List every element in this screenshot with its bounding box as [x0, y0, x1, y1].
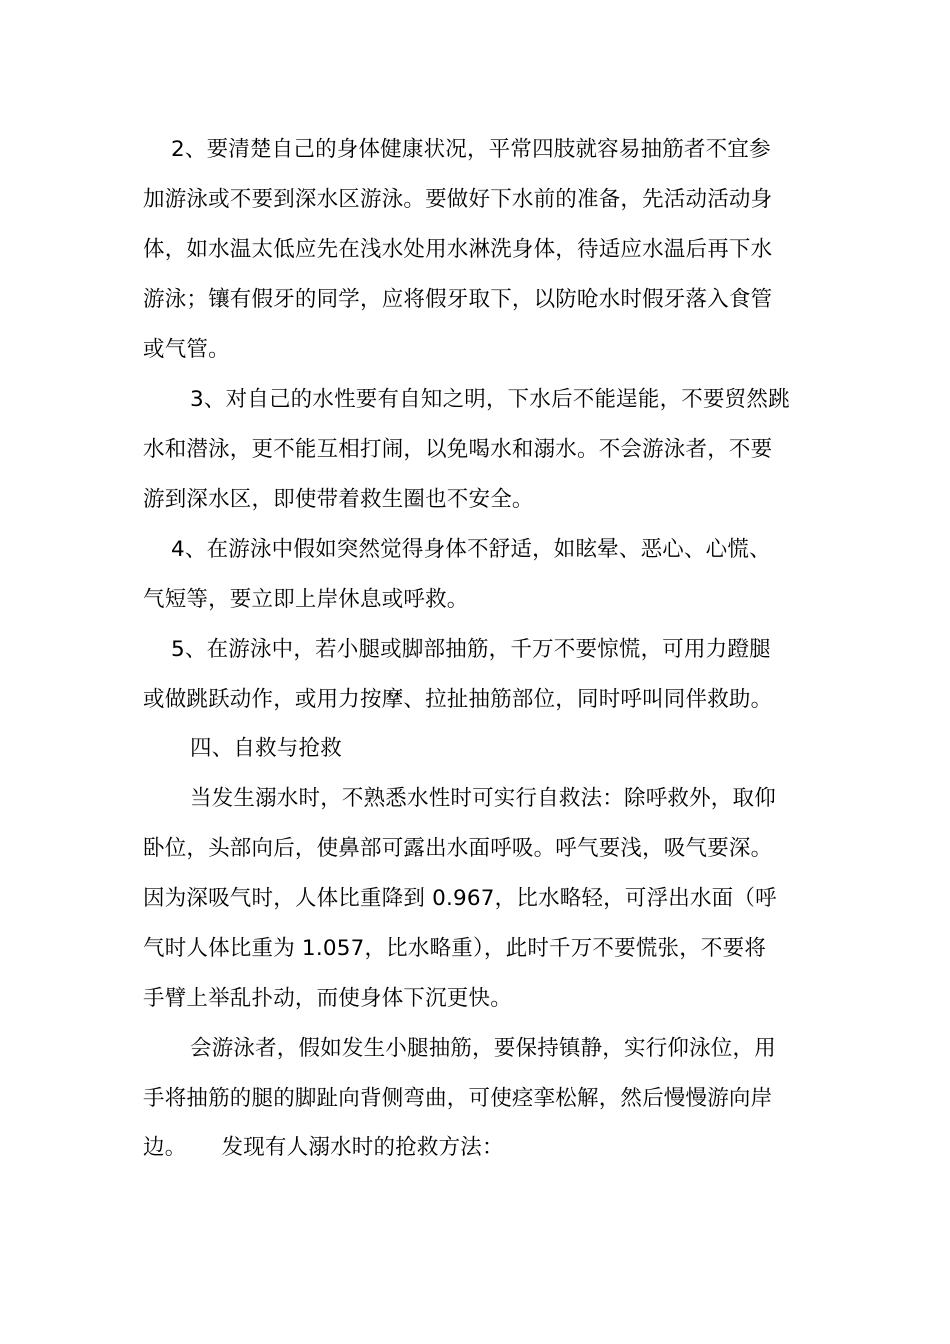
text-line: 加游泳或不要到深水区游泳。要做好下水前的准备，先活动活动身 [143, 187, 773, 212]
text-line: 手将抽筋的腿的脚趾向背侧弯曲，可使痉挛松解，然后慢慢游向岸 [143, 1086, 773, 1111]
text-line: 会游泳者，假如发生小腿抽筋，要保持镇静，实行仰泳位，用 [190, 1036, 776, 1061]
text-line: 当发生溺水时，不熟悉水性时可实行自救法：除呼救外，取仰 [190, 786, 776, 811]
text-line: 或做跳跃动作，或用力按摩、拉扯抽筋部位，同时呼叫同伴救助。 [143, 687, 773, 712]
text-line: 卧位，头部向后，使鼻部可露出水面呼吸。呼气要浅，吸气要深。 [143, 836, 773, 861]
text-line: 4、在游泳中假如突然觉得身体不舒适，如眩晕、恶心、心慌、 [171, 537, 771, 562]
text-line: 边。 发现有人溺水时的抢救方法： [143, 1135, 504, 1160]
text-line: 游泳；镶有假牙的同学，应将假牙取下，以防呛水时假牙落入食管 [143, 287, 773, 312]
text-line: 3、对自己的水性要有自知之明，下水后不能逞能，不要贸然跳 [190, 387, 790, 412]
text-line: 2、要清楚自己的身体健康状况，平常四肢就容易抽筋者不宜参 [171, 137, 771, 162]
text-line: 气短等，要立即上岸休息或呼救。 [143, 587, 469, 612]
text-line: 气时人体比重为 1.057，比水略重），此时千万不要慌张，不要将 [143, 936, 767, 961]
section-heading: 四、自救与抢救 [190, 736, 342, 761]
text-line: 手臂上举乱扑动，而使身体下沉更快。 [143, 986, 512, 1011]
text-line: 水和潜泳，更不能互相打闹，以免喝水和溺水。不会游泳者，不要 [143, 437, 773, 462]
text-line: 5、在游泳中，若小腿或脚部抽筋，千万不要惊慌，可用力蹬腿 [171, 637, 771, 662]
text-line: 因为深吸气时，人体比重降到 0.967，比水略轻，可浮出水面（呼 [143, 886, 777, 911]
text-line: 体，如水温太低应先在浅水处用水淋洗身体，待适应水温后再下水 [143, 237, 773, 262]
text-line: 游到深水区，即使带着救生圈也不安全。 [143, 487, 534, 512]
text-line: 或气管。 [143, 337, 230, 362]
